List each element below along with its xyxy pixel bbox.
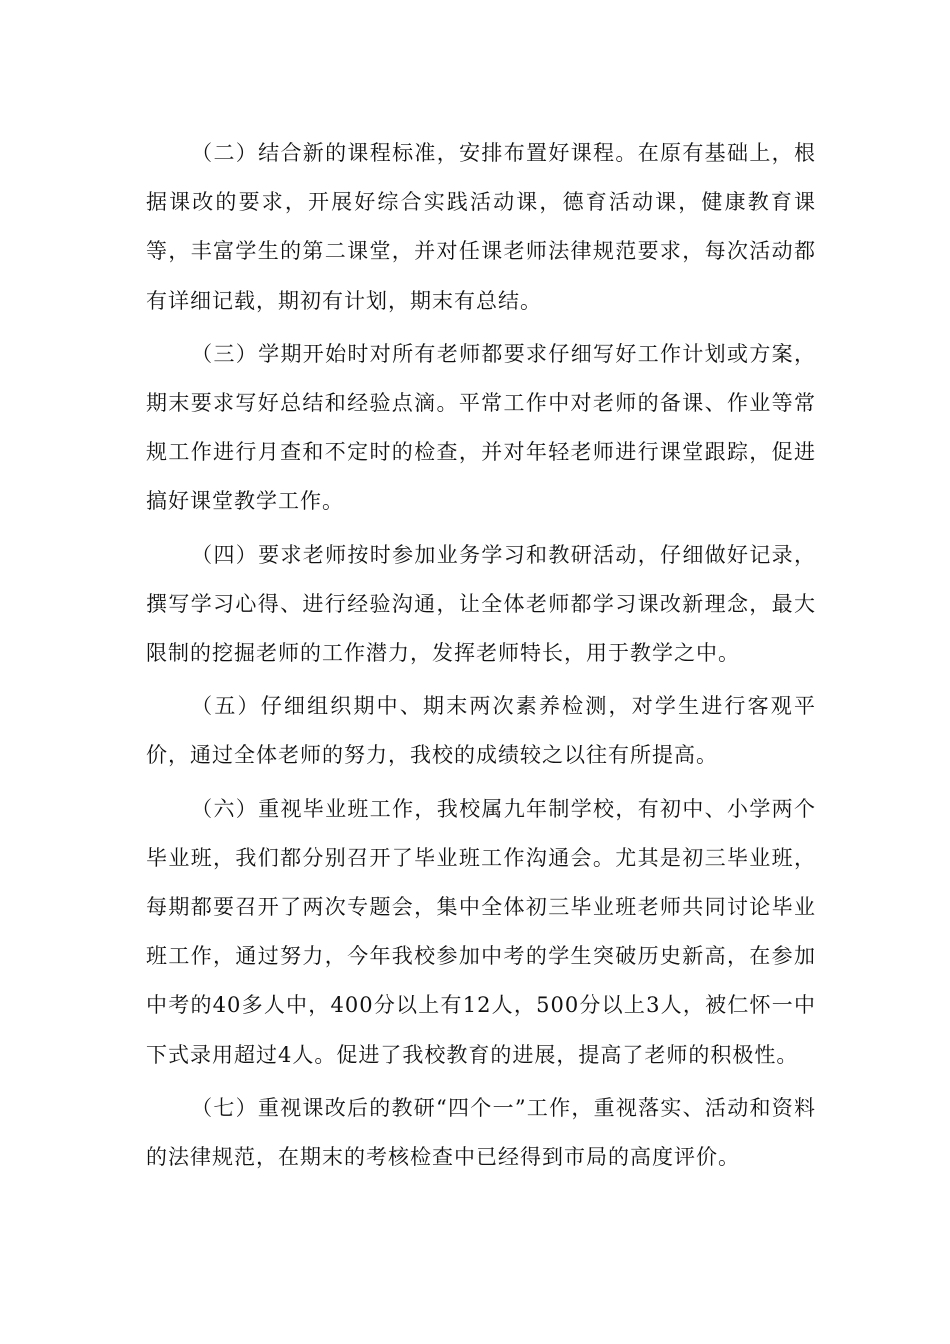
paragraph-6: （六）重视毕业班工作，我校属九年制学校，有初中、小学两个毕业班，我们都分别召开了毕业班工作沟通会。尤其是初三毕业班，每期都要召开了两次专题会，集中全体初三毕业班老师共同讨论毕业班工作，通过努力，今年我校参加中考的学生突破历史新高，在参加中考的40多人中，400分以上有12人，500分以上3人，被仁怀一中下式录用超过4人。促进了我校教育的进展，提高了老师的积极性。 — [146, 796, 816, 1067]
paragraph-7: （七）重视课改后的教研“四个一”工作，重视落实、活动和资料的法律规范，在期末的考核检查中已经得到市局的高度评价。 — [146, 1095, 816, 1170]
paragraph-2: （二）结合新的课程标准，安排布置好课程。在原有基础上，根据课改的要求，开展好综合实践活动课，德育活动课，健康教育课等，丰富学生的第二课堂，并对任课老师法律规范要求，每次活动都有详细记载，期初有计划，期末有总结。 — [146, 141, 816, 313]
paragraph-4: （四）要求老师按时参加业务学习和教研活动，仔细做好记录，撰写学习心得、进行经验沟通，让全体老师都学习课改新理念，最大限制的挖掘老师的工作潜力，发挥老师特长，用于教学之中。 — [146, 542, 816, 666]
document-body — [146, 129, 816, 1186]
paragraph-3: （三）学期开始时对所有老师都要求仔细写好工作计划或方案，期末要求写好总结和经验点滴。平常工作中对老师的备课、作业等常规工作进行月查和不定时的检查，并对年轻老师进行课堂跟踪，促进搞好课堂教学工作。 — [146, 341, 816, 514]
paragraph-5: （五）仔细组织期中、期末两次素养检测，对学生进行客观平价，通过全体老师的努力，我校的成绩较之以往有所提高。 — [146, 694, 816, 768]
